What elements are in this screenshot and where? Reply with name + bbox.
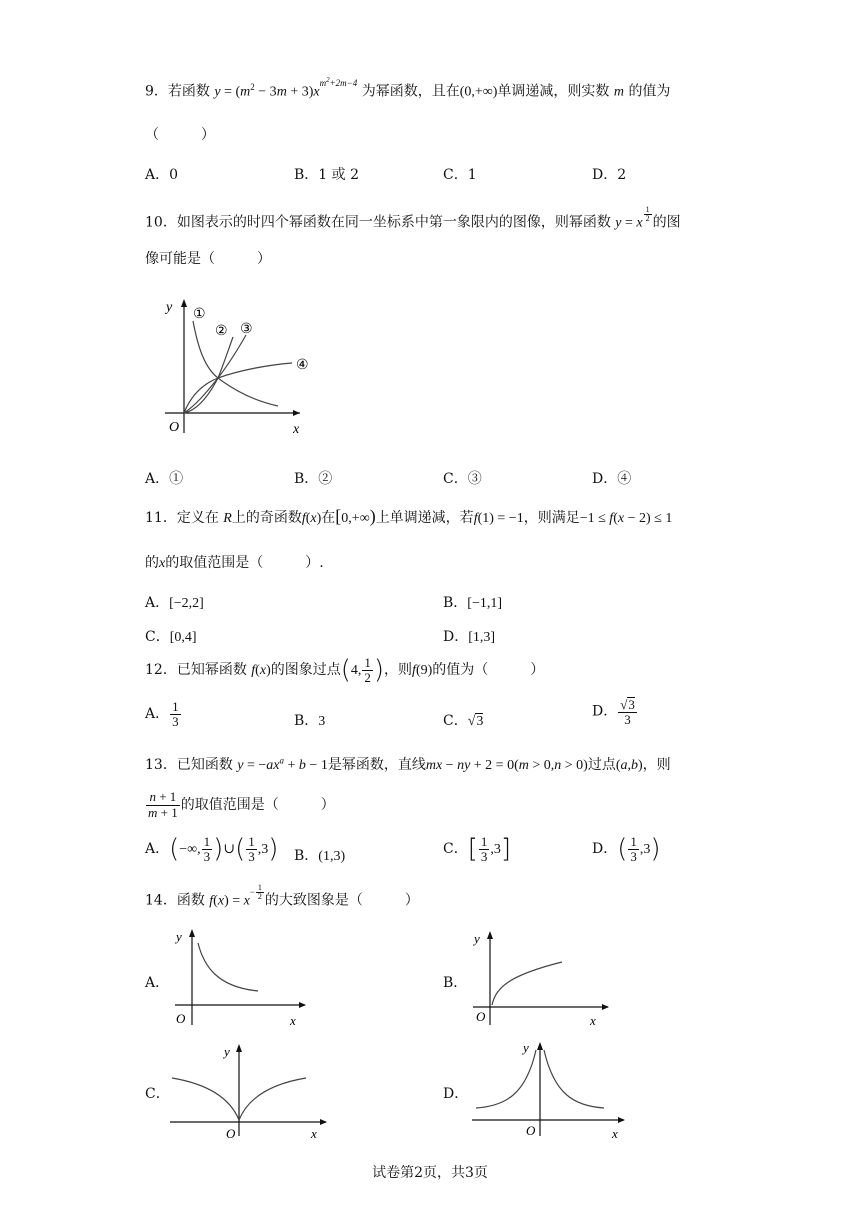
option-a[interactable]: A．[−2,2] <box>145 595 204 611</box>
question-11-stem: 11．定义在 R上的奇函数f(x)在[0,+∞)上单调递减，若f(1) = −1，则满足−1 ≤ f(x − 2) ≤ 1 <box>145 506 673 526</box>
page-footer: 试卷第2页，共3页 <box>372 1165 488 1181</box>
option-d[interactable]: D．④ <box>592 471 632 487</box>
question-13-stem-cont: $\frac{n + 1}{m + 1}$ 的取值范围是（ ） <box>148 789 335 820</box>
question-14-stem: 14．函数 $f(x) = x^{- \frac{1}{2}}$ 的大致图象是（ ） <box>145 883 419 909</box>
option-a[interactable]: A．① <box>145 471 184 487</box>
option-d[interactable]: D．[1,3] <box>443 629 496 645</box>
question-13-stem: 13．已知函数 $y = -ax^a + b - 1$是幂函数，直线mx − ny + 2 = 0(m > 0,n > 0)过点(a,b)，则 <box>145 755 671 773</box>
svg-text:O: O <box>169 420 180 435</box>
option-a-graph[interactable] <box>170 925 320 1030</box>
svg-text:O: O <box>176 1011 186 1026</box>
power-function-graph <box>160 293 310 443</box>
option-b[interactable]: B．1 或 2 <box>294 167 360 183</box>
question-9-stem: 9．若函数 $y = (m^2 - 3m + 3)x^{m^2+2m-4}$ 为幂函数，且在(0,+∞)单调递减，则实数 m 的值为 <box>145 76 671 100</box>
option-d[interactable]: D． <box>443 1086 469 1102</box>
svg-text:x: x <box>311 1126 317 1140</box>
svg-text:O: O <box>476 1009 486 1024</box>
option-c-graph[interactable] <box>168 1040 333 1140</box>
question-number: 9． <box>145 83 168 100</box>
svg-text:O: O <box>226 1126 236 1140</box>
option-c[interactable]: C． <box>145 1086 170 1102</box>
option-d[interactable]: D．2 <box>592 167 627 183</box>
option-a[interactable]: A． <box>145 975 170 991</box>
option-b[interactable]: B．② <box>294 471 333 487</box>
option-b-graph[interactable] <box>468 925 618 1030</box>
option-b[interactable]: B．(1,3) <box>294 848 346 864</box>
curve-3 <box>184 335 246 413</box>
option-c[interactable]: C．[0,4] <box>145 629 197 645</box>
answer-blank: （ ） <box>145 127 215 143</box>
question-number: 13． <box>145 757 177 773</box>
svg-text:x: x <box>290 1013 296 1028</box>
option-a[interactable]: A． $\frac{1}{3}$ <box>145 699 179 729</box>
option-d-graph[interactable] <box>470 1038 630 1140</box>
option-c[interactable]: C．√3 <box>443 713 484 729</box>
option-c[interactable]: C．[ $\frac{1}{3}$ ,3] <box>443 833 512 864</box>
svg-text:x: x <box>293 422 300 437</box>
svg-text:y: y <box>176 929 182 944</box>
option-b[interactable]: B． <box>443 975 468 991</box>
question-number: 11． <box>145 510 177 526</box>
question-number: 12． <box>145 662 177 678</box>
formula: y <box>214 84 221 100</box>
option-b[interactable]: B．3 <box>294 713 326 729</box>
svg-text:y: y <box>523 1040 529 1055</box>
svg-text:④: ④ <box>296 358 309 373</box>
option-a[interactable]: A．(−∞, $\frac{1}{3}$ )∪( $\frac{1}{3}$ ,3) <box>145 833 279 864</box>
option-d[interactable]: D．( $\frac{1}{3}$ ,3) <box>592 833 661 864</box>
svg-text:O: O <box>526 1123 536 1138</box>
svg-text:y: y <box>224 1044 230 1059</box>
question-10-stem-cont: 像可能是（ ） <box>145 251 271 267</box>
svg-text:x: x <box>590 1013 596 1028</box>
svg-text:①: ① <box>193 307 206 322</box>
question-10-stem: 10．如图表示的时四个幂函数在同一坐标系中第一象限内的图像，则幂函数 y = x $^{\frac{1}{2}}$ 的图 <box>145 205 681 231</box>
svg-text:②: ② <box>215 324 228 339</box>
question-12-stem: 12．已知幂函数 f(x)的图象过点(4, $\frac{1}{2}$ )，则f(9)的值为（ ） <box>145 654 545 685</box>
question-number: 14． <box>145 892 177 909</box>
svg-text:③: ③ <box>240 322 253 337</box>
question-11-stem-cont: 的x的取值范围是（ ）. <box>145 555 324 571</box>
option-b[interactable]: B．[−1,1] <box>443 595 503 611</box>
svg-text:x: x <box>612 1126 618 1140</box>
option-d[interactable]: D． $\frac{√3}{3}$ <box>592 697 635 727</box>
option-c[interactable]: C．1 <box>443 167 477 183</box>
svg-text:y: y <box>166 300 173 315</box>
option-c[interactable]: C．③ <box>443 471 482 487</box>
option-a[interactable]: A．0 <box>145 167 179 183</box>
question-number: 10． <box>145 214 177 231</box>
svg-text:y: y <box>474 931 480 946</box>
